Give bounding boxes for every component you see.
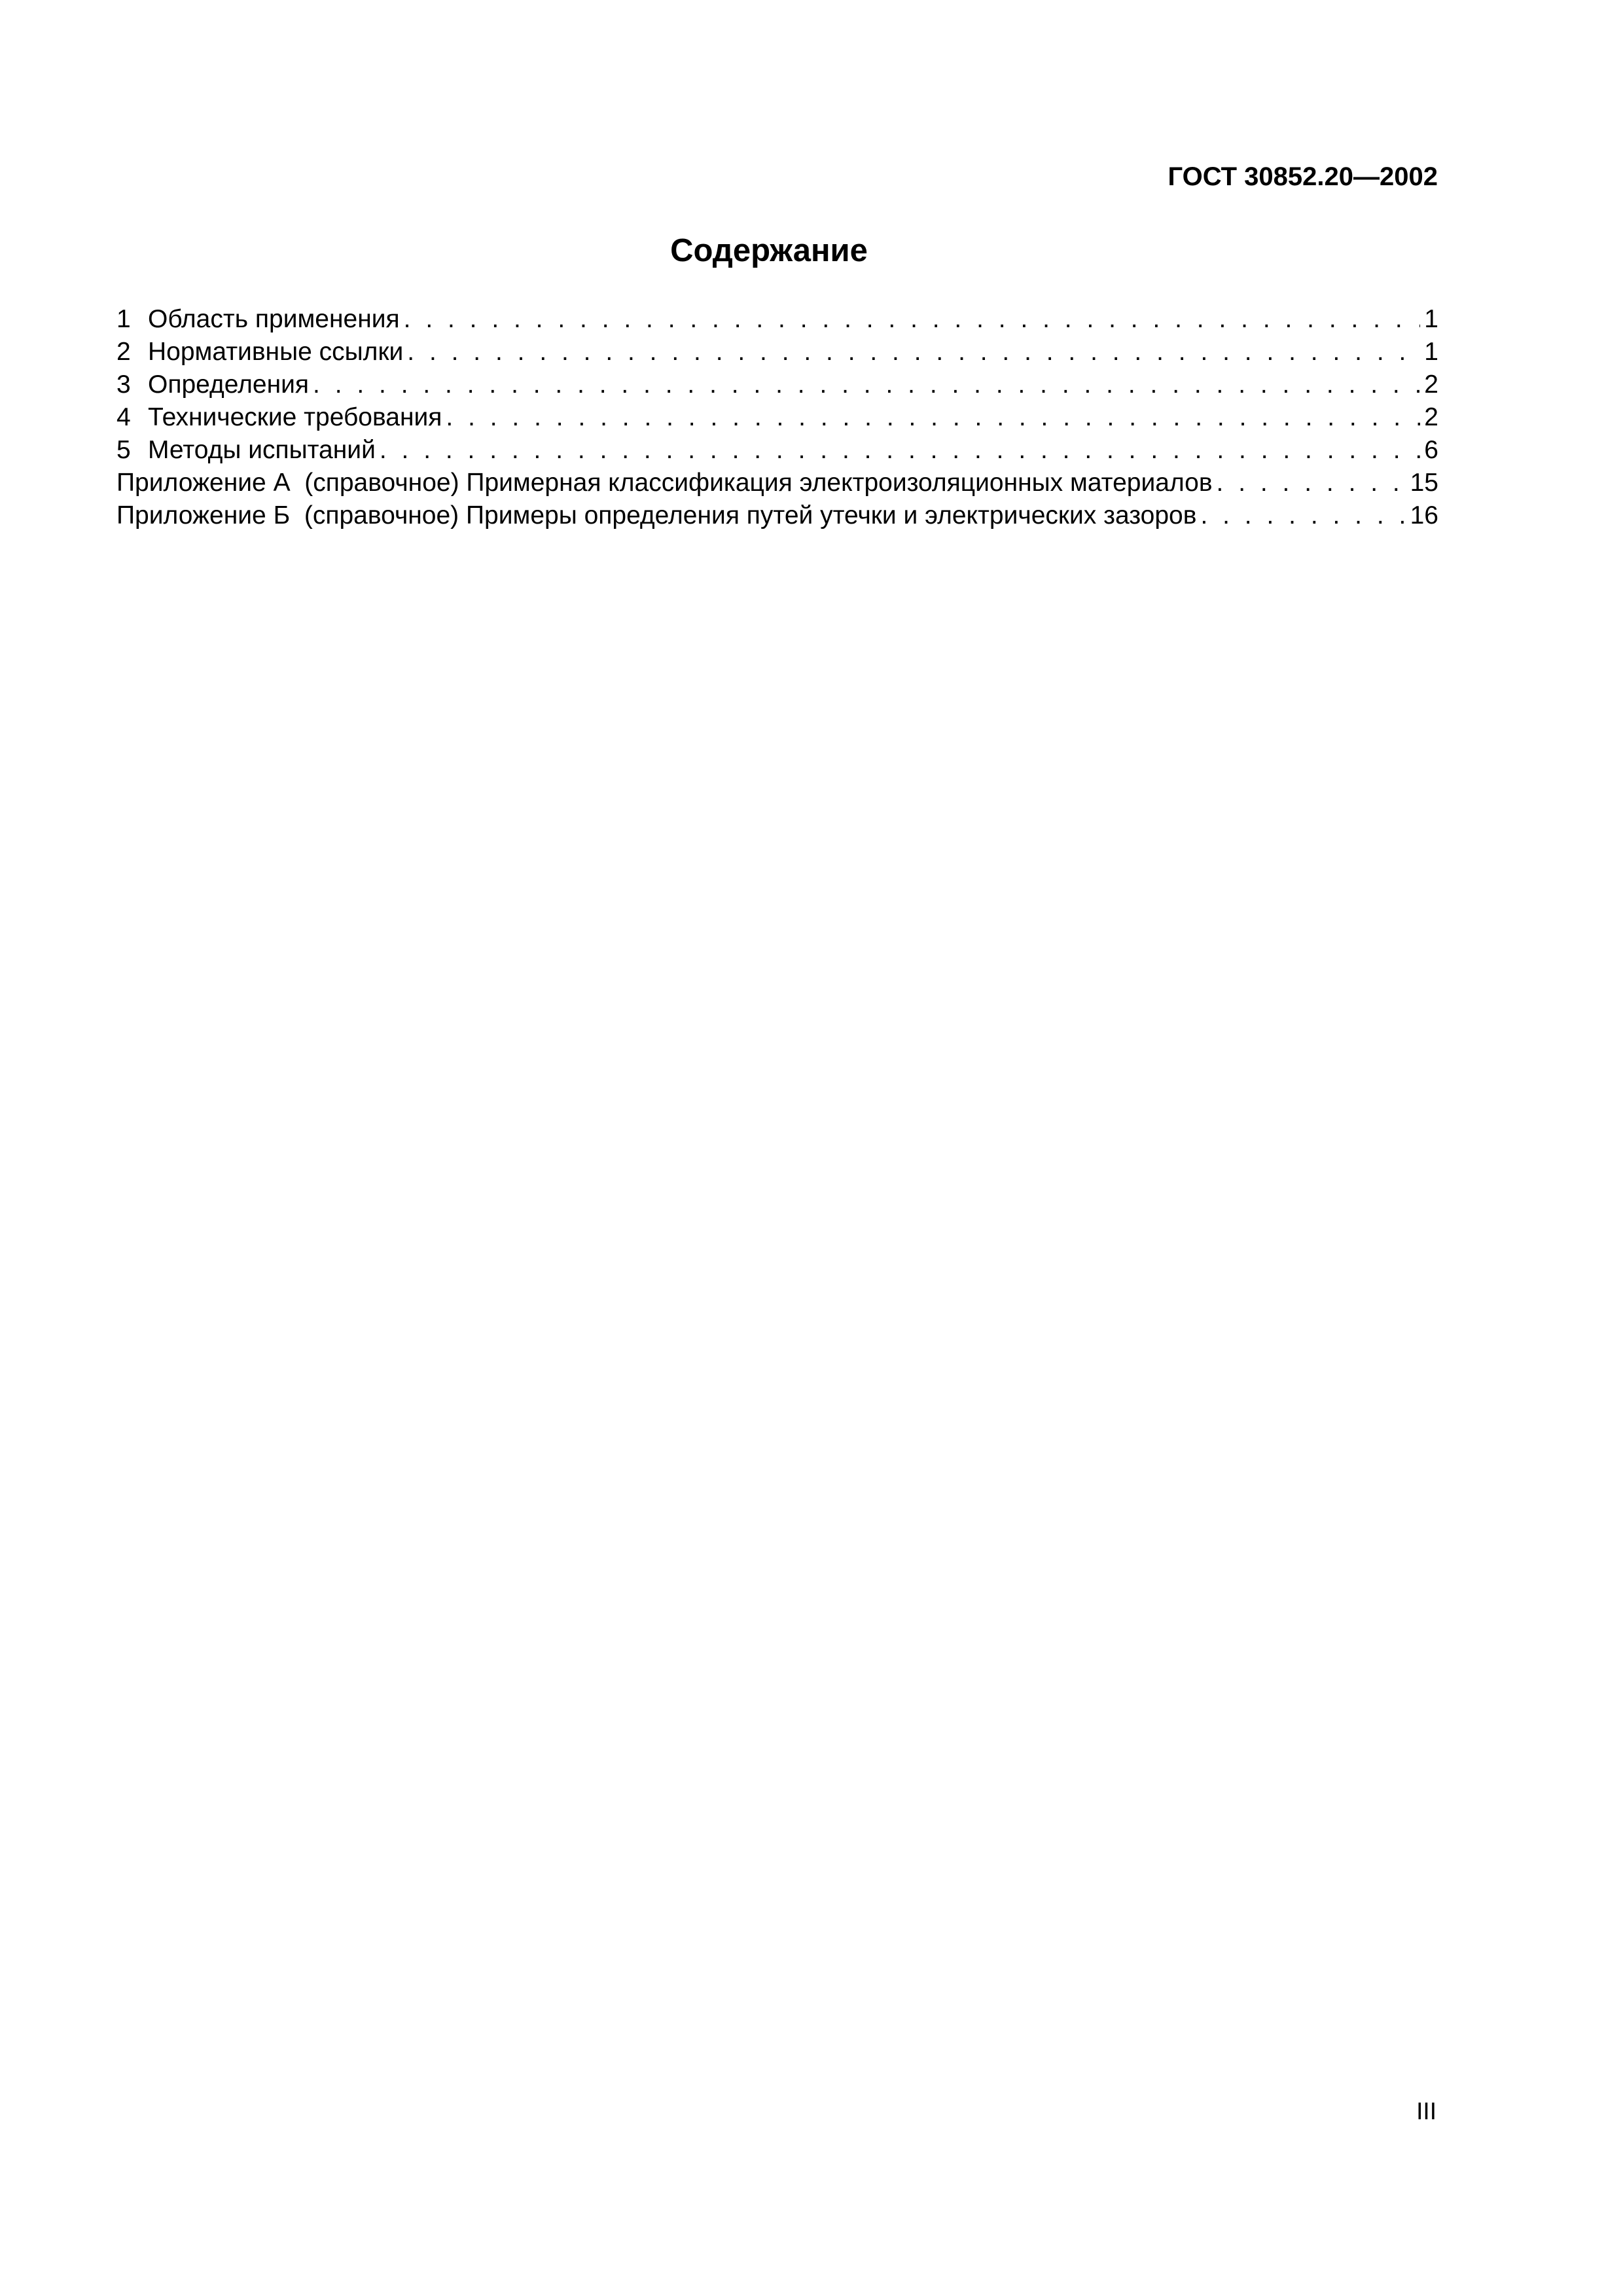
toc-entry-number: 2 — [116, 338, 131, 366]
document-number: ГОСТ 30852.20—2002 — [1168, 162, 1438, 191]
toc-entry[interactable] — [116, 368, 1438, 401]
toc-entry-label: Методы испытаний — [148, 436, 376, 464]
toc-entry-page: 2 — [1424, 370, 1438, 399]
toc-entry-page: 1 — [1424, 338, 1438, 366]
toc-entry[interactable] — [116, 434, 1438, 467]
toc-entry-page: 6 — [1424, 436, 1438, 464]
toc-dot-leader — [407, 336, 1420, 368]
toc-entry-page: 1 — [1424, 305, 1438, 333]
toc-dot-leader — [404, 303, 1421, 336]
toc-entry-label: Приложение А (справочное) Примерная классификация электроизоляционных материалов — [116, 469, 1213, 497]
toc-dot-leader — [380, 434, 1420, 467]
toc-entry[interactable] — [116, 336, 1438, 368]
toc-entry-number: 4 — [116, 403, 131, 431]
toc-dot-leader — [313, 368, 1420, 401]
toc-dot-leader — [446, 401, 1420, 434]
toc-entry-label: Приложение Б (справочное) Примеры определения путей утечки и электрических зазоров — [116, 501, 1197, 529]
toc-entry-number: 3 — [116, 370, 131, 399]
page-number: III — [1416, 2098, 1436, 2125]
toc-entry-appendix-b[interactable] — [116, 499, 1438, 532]
toc-dot-leader — [1217, 467, 1406, 499]
toc-entry-page: 16 — [1410, 501, 1438, 529]
table-of-contents — [116, 303, 1438, 532]
toc-entry-page: 2 — [1424, 403, 1438, 431]
toc-entry-number: 5 — [116, 436, 131, 464]
toc-entry-number: 1 — [116, 305, 131, 333]
toc-entry[interactable] — [116, 303, 1438, 336]
toc-entry-label: Технические требования — [148, 403, 442, 431]
toc-dot-leader — [1200, 499, 1406, 532]
toc-entry-appendix-a[interactable] — [116, 467, 1438, 499]
toc-entry-label: Нормативные ссылки — [148, 338, 404, 366]
toc-entry-page: 15 — [1410, 469, 1438, 497]
toc-entry-label: Область применения — [148, 305, 400, 333]
toc-title: Содержание — [670, 233, 868, 268]
toc-entry[interactable] — [116, 401, 1438, 434]
toc-entry-label: Определения — [148, 370, 310, 399]
